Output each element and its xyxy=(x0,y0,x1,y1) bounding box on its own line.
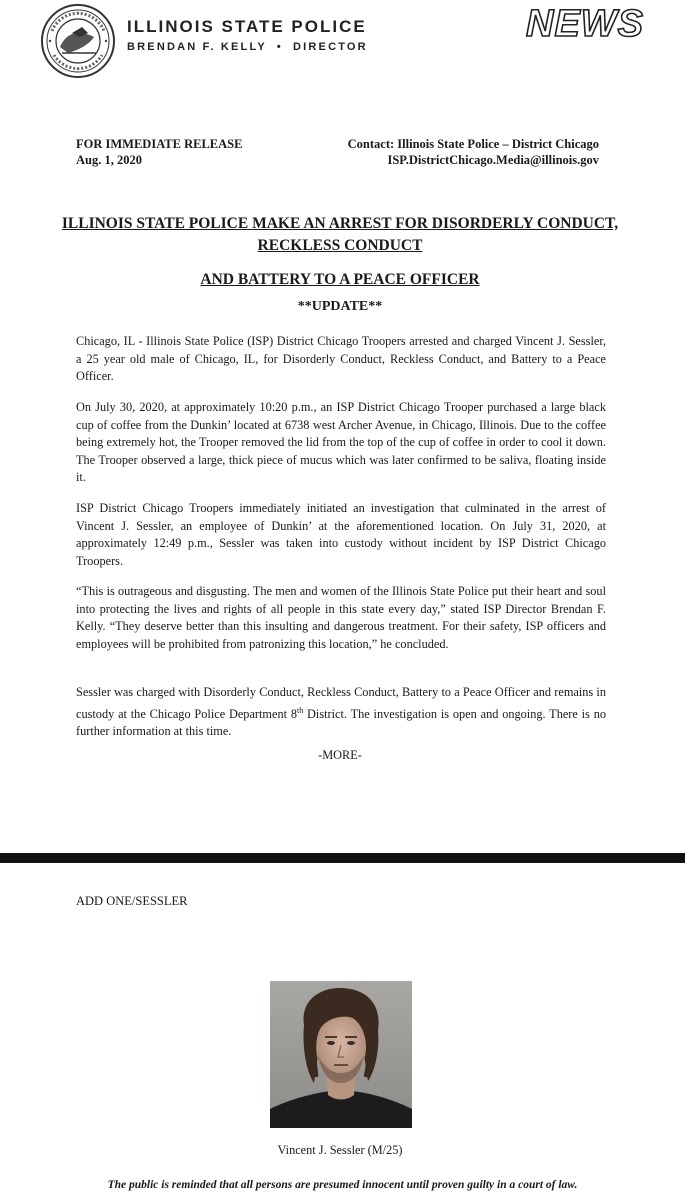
headline-line-2: AND BATTERY TO A PEACE OFFICER xyxy=(200,271,480,288)
p5-text-a: Sessler was charged with Disorderly Conduct, Reckless Conduct, Battery to a Peace Officer and remains in custody at the Chicago Police Department 8 xyxy=(76,685,606,721)
release-date: Aug. 1, 2020 xyxy=(76,153,142,167)
separator: • xyxy=(276,41,283,53)
p5-text-b: District. The investigation is open and ongoing. There is no further information at this time. xyxy=(76,706,606,739)
contact-email[interactable]: ISP.DistrictChicago.Media@illinois.gov xyxy=(387,153,599,167)
page-divider xyxy=(0,853,685,863)
agency-name: ILLINOIS STATE POLICE xyxy=(127,17,367,36)
mugshot-caption: Vincent J. Sessler (M/25) xyxy=(277,1143,403,1157)
headline-line-1: ILLINOIS STATE POLICE MAKE AN ARREST FOR DISORDERLY CONDUCT, RECKLESS CONDUCT xyxy=(61,215,619,254)
body-paragraph-3: ISP District Chicago Troopers immediately initiated an investigation that culminated in the arrest of Vincent J. Sessler, an employee of Dunkin’ at the aforementioned location. On July 31, 2020, at approximately 12:49 p.m., Sessler was taken into custody without incident by ISP District Chicago Troopers. xyxy=(76,501,606,568)
contact-line: Contact: Illinois State Police – District Chicago xyxy=(347,137,599,151)
p5-superscript: th xyxy=(296,705,304,715)
news-label: NEWS xyxy=(526,3,644,44)
body-paragraph-1: Chicago, IL - Illinois State Police (ISP) District Chicago Troopers arrested and charged Vincent J. Sessler, a 25 year old male of Chicago, IL, for Disorderly Conduct, Reckless Conduct, and Battery to a Peace Officer. xyxy=(76,334,606,384)
director-title: DIRECTOR xyxy=(292,41,368,53)
release-block xyxy=(76,136,242,168)
body-paragraph-4: “This is outrageous and disgusting. The men and women of the Illinois State Police put their heart and soul into protecting the lives and rights of all people in this state every day,” stated ISP Director Brendan F. Kelly. “They deserve better than this insulting and dangerous treatment. For their safety, ISP officers and employees will be prohibited from patronizing this location,” he concluded. xyxy=(76,584,606,651)
more-marker: -MORE- xyxy=(318,748,362,762)
director-name: BRENDAN F. KELLY xyxy=(127,41,267,53)
add-one-header: ADD ONE/SESSLER xyxy=(76,894,188,908)
body-paragraph-2: On July 30, 2020, at approximately 10:20 p.m., an ISP District Chicago Trooper purchased a large black cup of coffee from the Dunkin’ located at 6738 west Archer Avenue, in Chicago, Illinois. Due to the coffee being extremely hot, the Trooper removed the lid from the top of the cup of coffee in order to cool it down. The Trooper observed a large, thick piece of mucus which was later confirmed to be saliva, floating inside it. xyxy=(76,400,606,485)
mugshot-photo xyxy=(270,981,412,1128)
director-line xyxy=(127,41,368,53)
body-paragraph-5 xyxy=(76,684,606,741)
news-logo xyxy=(522,0,657,44)
release-label: FOR IMMEDIATE RELEASE xyxy=(76,137,243,151)
illinois-state-police-seal-icon xyxy=(38,3,118,79)
contact-block xyxy=(348,136,599,168)
update-label: **UPDATE** xyxy=(297,299,383,314)
presumed-innocent-notice: The public is reminded that all persons are presumed innocent until proven guilty in a court of law. xyxy=(107,1179,578,1191)
